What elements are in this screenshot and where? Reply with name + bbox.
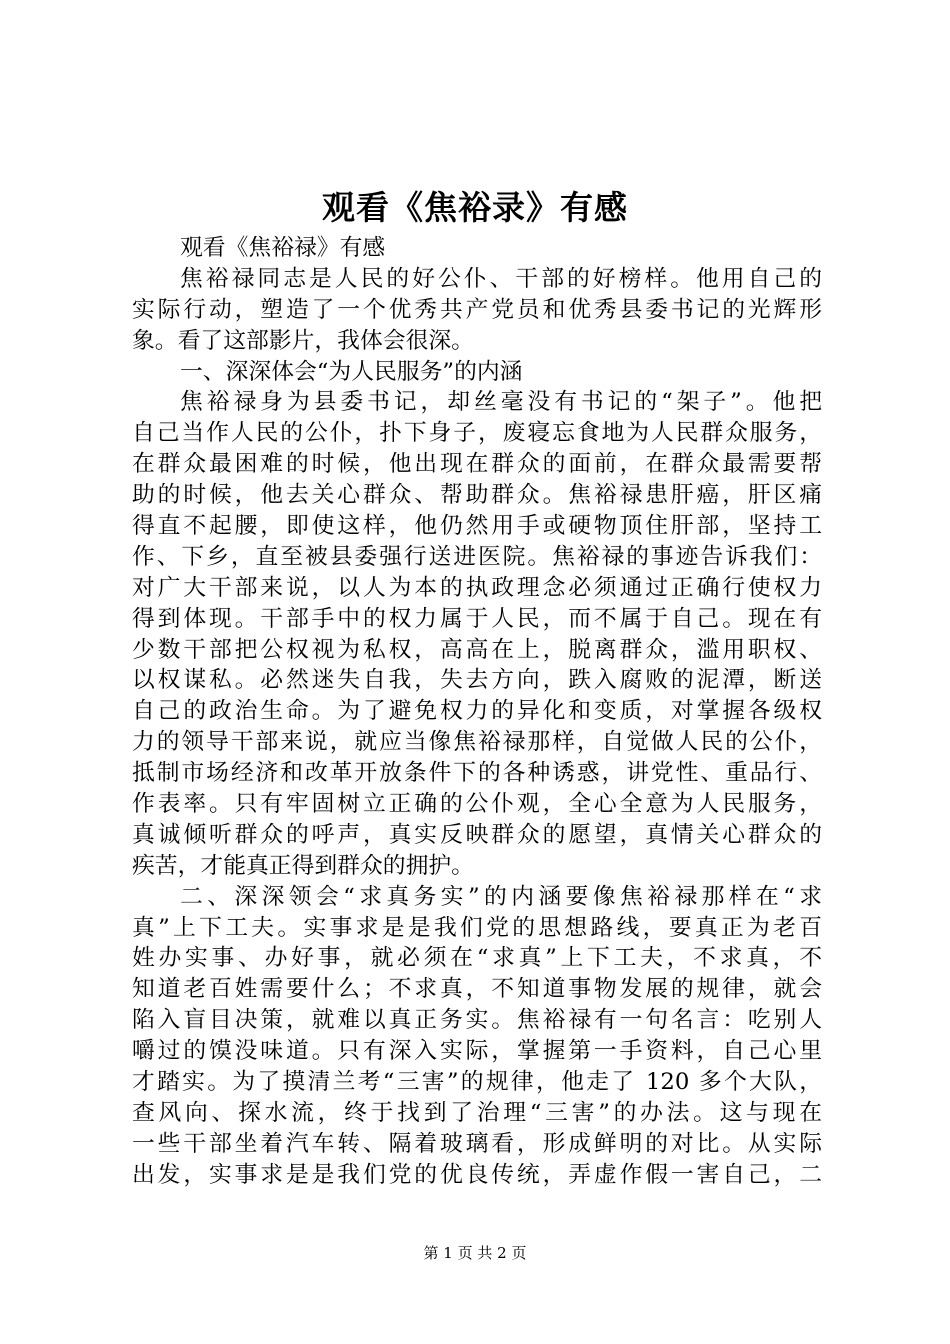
body-line: 实际行动，塑造了一个优秀共产党员和优秀县委书记的光辉形 xyxy=(132,296,822,323)
body-line: 在群众最困难的时候，他出现在群众的面前，在群众最需要帮 xyxy=(132,451,822,478)
body-line: 出发，实事求是是我们党的优良传统，弄虚作假一害自己，二 xyxy=(132,1161,822,1188)
body-line: 自己的政治生命。为了避免权力的异化和变质，对掌握各级权 xyxy=(132,698,822,725)
body-line: 自己当作人民的公仆，扑下身子，废寝忘食地为人民群众服务， xyxy=(132,420,822,447)
body-line: 一、深深体会“为人民服务”的内涵 xyxy=(180,358,523,385)
body-line: 二、深深领会“求真务实”的内涵要像焦裕禄那样在“求 xyxy=(180,883,822,910)
body-line: 才踏实。为了摸清兰考“三害”的规律，他走了 120 多个大队， xyxy=(132,1069,822,1096)
body-line: 观看《焦裕禄》有感 xyxy=(180,235,386,261)
body-line: 抵制市场经济和改革开放条件下的各种诱惑，讲党性、重品行、 xyxy=(132,760,822,787)
body-line: 陷入盲目决策，就难以真正务实。焦裕禄有一句名言：吃别人 xyxy=(132,1007,822,1034)
body-line: 焦裕禄同志是人民的好公仆、干部的好榜样。他用自己的 xyxy=(180,265,822,292)
body-line: 作、下乡，直至被县委强行送进医院。焦裕禄的事迹告诉我们： xyxy=(132,543,822,570)
document-title: 观看《焦裕录》有感 xyxy=(322,188,628,227)
body-line: 象。看了这部影片，我体会很深。 xyxy=(132,327,474,354)
body-line: 真诚倾听群众的呼声，真实反映群众的愿望，真情关心群众的 xyxy=(132,821,822,848)
body-line: 一些干部坐着汽车转、隔着玻璃看，形成鲜明的对比。从实际 xyxy=(132,1130,822,1157)
body-line: 焦裕禄身为县委书记，却丝毫没有书记的“架子”。他把 xyxy=(180,389,822,416)
body-line: 力的领导干部来说，就应当像焦裕禄那样，自觉做人民的公仆， xyxy=(132,729,822,756)
body-line: 得到体现。干部手中的权力属于人民，而不属于自己。现在有 xyxy=(132,605,822,632)
body-line: 姓办实事、办好事，就必须在“求真”上下工夫，不求真，不 xyxy=(132,945,822,972)
body-line: 少数干部把公权视为私权，高高在上，脱离群众，滥用职权、 xyxy=(132,636,822,663)
body-line: 对广大干部来说，以人为本的执政理念必须通过正确行使权力 xyxy=(132,574,822,601)
page-footer: 第 1 页 共 2 页 xyxy=(423,1244,527,1262)
body-line: 得直不起腰，即使这样，他仍然用手或硬物顶住肝部，坚持工 xyxy=(132,513,822,540)
body-line: 助的时候，他去关心群众、帮助群众。焦裕禄患肝癌，肝区痛 xyxy=(132,482,822,509)
body-line: 嚼过的馍没味道。只有深入实际，掌握第一手资料，自己心里 xyxy=(132,1038,822,1065)
body-line: 真”上下工夫。实事求是是我们党的思想路线，要真正为老百 xyxy=(132,914,822,941)
body-line: 知道老百姓需要什么；不求真，不知道事物发展的规律，就会 xyxy=(132,976,822,1003)
body-line: 以权谋私。必然迷失自我，失去方向，跌入腐败的泥潭，断送 xyxy=(132,667,822,694)
body-line: 疾苦，才能真正得到群众的拥护。 xyxy=(132,852,474,879)
body-line: 查风向、探水流，终于找到了治理“三害”的办法。这与现在 xyxy=(132,1099,822,1126)
body-line: 作表率。只有牢固树立正确的公仆观，全心全意为人民服务， xyxy=(132,791,822,818)
document-body xyxy=(132,233,822,1191)
